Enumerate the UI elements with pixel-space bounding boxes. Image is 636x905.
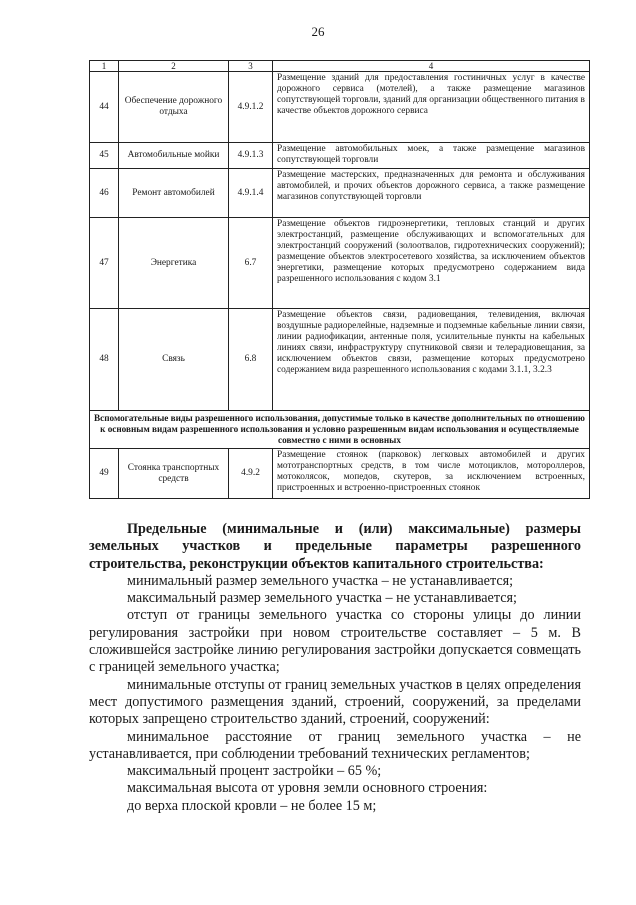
paragraph: максимальная высота от уровня земли основного строения: (127, 780, 488, 797)
page-number: 26 (311, 24, 325, 39)
table-row (90, 309, 590, 411)
header-cell: 3 (229, 61, 273, 72)
paragraph: отступ от границы земельного участка со стороны улицы до линии регулирования застройки при новом строительстве составляет – 5 м. В сложившейся застройке линию регулирования застройки допускается совмещать с границей земельного участка; (89, 607, 581, 676)
header-cell: 4 (273, 61, 590, 72)
use-code: 4.9.1.4 (229, 169, 273, 218)
row-number: 47 (90, 218, 119, 309)
row-number: 46 (90, 169, 119, 218)
section-header-text: Вспомогательные виды разрешенного использования, допустимые только в качестве дополнительных по отношению к основным видам разрешенного использования и условно разрешенным видам использования и осуществляемые совместно с ними в основных (90, 411, 590, 449)
body-text (89, 521, 581, 815)
section-heading: Предельные (минимальные и (или) максимальные) размеры земельных участков и предельные параметры разрешенного строительства, реконструкции объектов капитального строительства: (89, 521, 581, 572)
use-name: Энергетика (119, 218, 229, 309)
use-name: Автомобильные мойки (119, 143, 229, 169)
use-code: 4.9.1.2 (229, 72, 273, 143)
use-description: Размещение объектов связи, радиовещания, телевидения, включая воздушные радиорелейные, надземные и подземные кабельные линии связи, линии радиофикации, антенные поля, усилительные пункты на кабельных линиях связи, инфраструктуру спутниковой связи и телерадиовещания, за исключением объектов связи, размещение которых предусмотрено содержанием вида разрешенного использования с кодами 3.1.1, 3.2.3 (273, 309, 590, 411)
land-use-table (89, 60, 590, 499)
paragraph: минимальный размер земельного участка – не устанавливается; (127, 572, 514, 589)
paragraph: минимальные отступы от границ земельных участков в целях определения мест допустимого размещения зданий, строений, сооружений, за пределами которых запрещено строительство зданий, строений, сооружений: (89, 676, 581, 728)
use-description: Размещение мастерских, предназначенных для ремонта и обслуживания автомобилей, и прочих объектов дорожного сервиса, а также размещение магазинов сопутствующей торговли (273, 169, 590, 218)
paragraph: минимальное расстояние от границ земельного участка – не устанавливается, при соблюдении требований технических регламентов; (89, 728, 581, 762)
use-description: Размещение объектов гидроэнергетики, тепловых станций и других электростанций, размещение обслуживающих и вспомогательных для электростанций сооружений (золоотвалов, гидротехнических сооружений); размещение объектов электросетевого хозяйства, за исключением объектов энергетики, размещение которых предусмотрено содержанием вида разрешенного использования с кодом 3.1 (273, 218, 590, 309)
use-code: 4.9.2 (229, 449, 273, 499)
table-header-row (90, 61, 590, 72)
table-row (90, 218, 590, 309)
use-name: Обеспечение дорожного отдыха (119, 72, 229, 143)
header-cell: 1 (90, 61, 119, 72)
use-code: 6.8 (229, 309, 273, 411)
use-code: 6.7 (229, 218, 273, 309)
use-description: Размещение стоянок (парковок) легковых автомобилей и других мототранспортных средств, в том числе мотоциклов, мотороллеров, мотоколясок, мопедов, скутеров, за исключением встроенных, пристроенных и встроенно-пристроенных стоянок (273, 449, 590, 499)
table-row (90, 169, 590, 218)
use-name: Ремонт автомобилей (119, 169, 229, 218)
paragraph: максимальный размер земельного участка – не устанавливается; (127, 590, 517, 607)
use-code: 4.9.1.3 (229, 143, 273, 169)
row-number: 48 (90, 309, 119, 411)
use-name: Стоянка транспортных средств (119, 449, 229, 499)
use-description: Размещение автомобильных моек, а также размещение магазинов сопутствующей торговли (273, 143, 590, 169)
header-cell: 2 (119, 61, 229, 72)
use-name: Связь (119, 309, 229, 411)
table-row (90, 449, 590, 499)
table-row (90, 143, 590, 169)
paragraph: максимальный процент застройки – 65 %; (127, 763, 382, 780)
paragraph: до верха плоской кровли – не более 15 м; (127, 797, 377, 814)
table-row (90, 72, 590, 143)
table-section-header (90, 411, 590, 449)
row-number: 45 (90, 143, 119, 169)
use-description: Размещение зданий для предоставления гостиничных услуг в качестве дорожного сервиса (мотелей), а также размещение магазинов сопутствующей торговли, зданий для организации общественного питания в качестве объектов дорожного сервиса (273, 72, 590, 143)
row-number: 44 (90, 72, 119, 143)
row-number: 49 (90, 449, 119, 499)
